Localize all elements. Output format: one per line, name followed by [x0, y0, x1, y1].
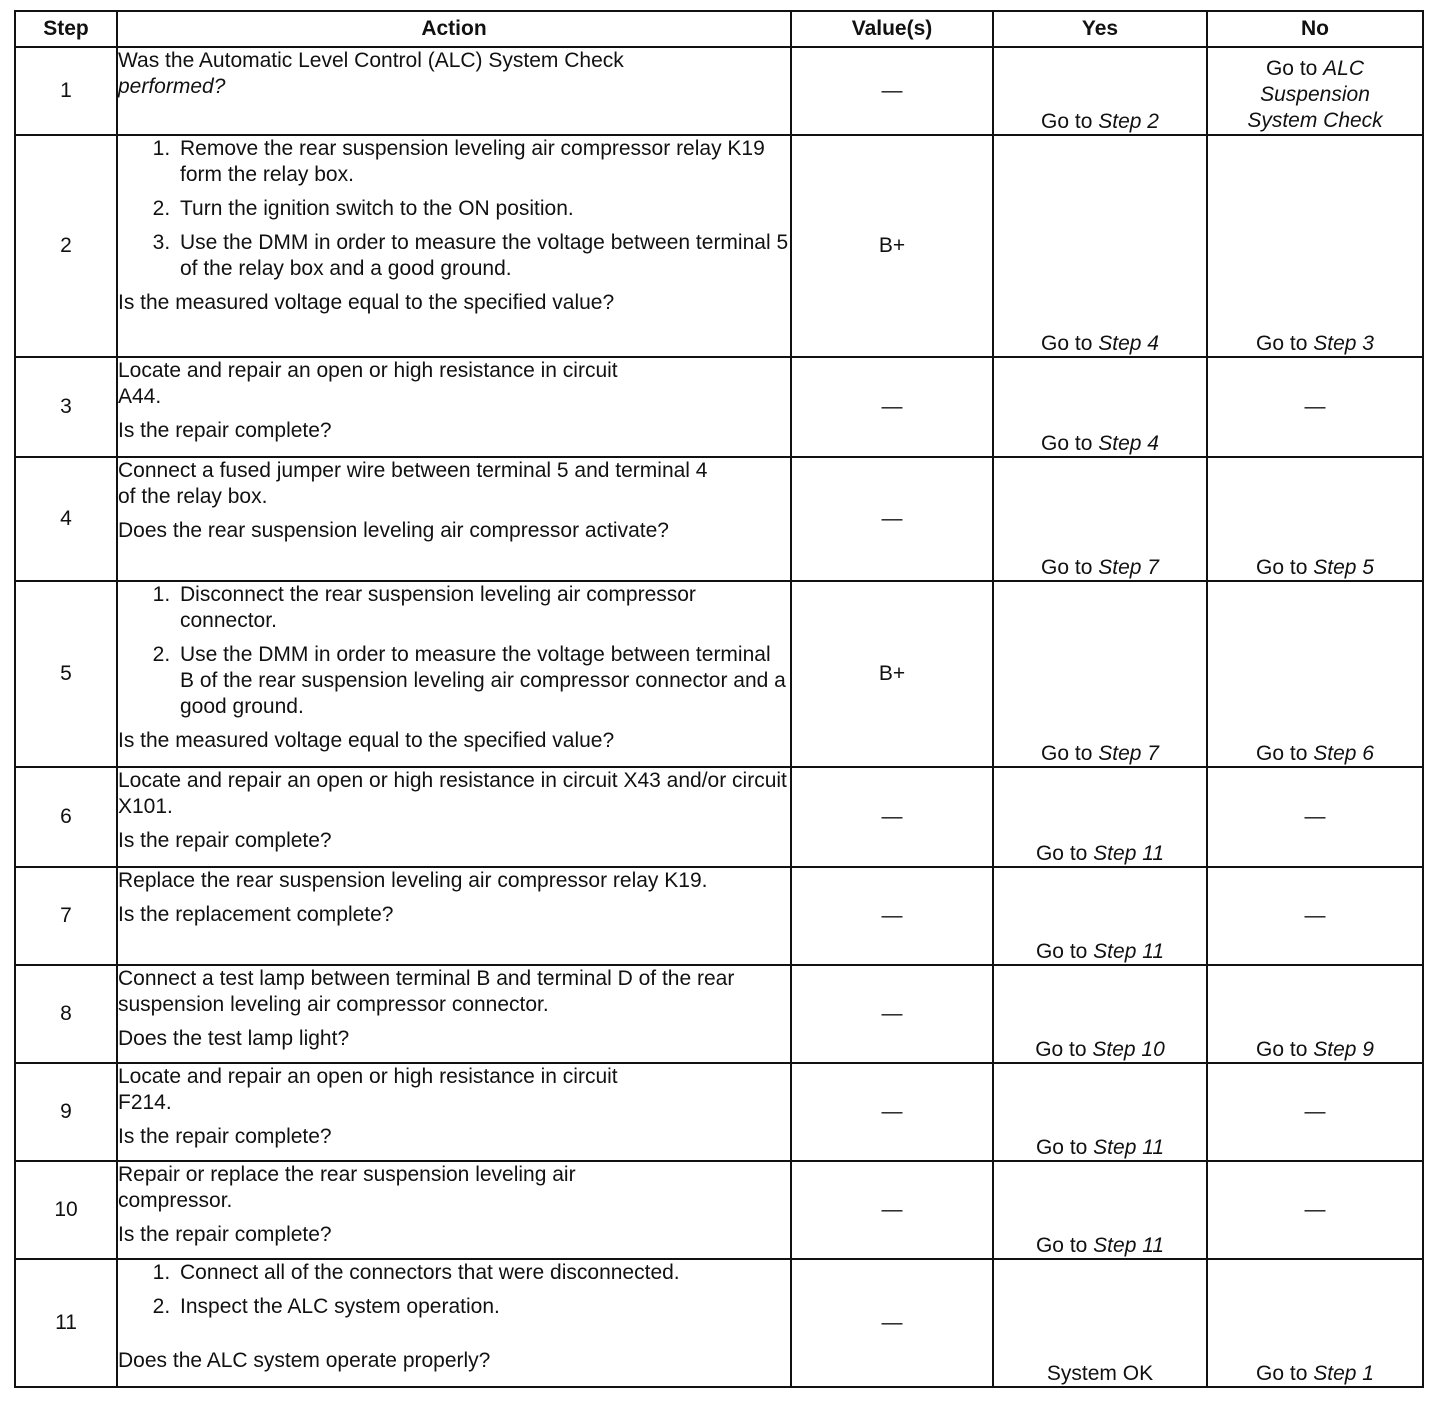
- no-cell: [1207, 457, 1423, 581]
- value-cell: B+: [791, 581, 993, 767]
- yes-link[interactable]: Step 7: [1098, 742, 1159, 765]
- no-prefix: Go to: [1256, 742, 1314, 765]
- list-item: 1. Connect all of the connectors that were disconnected.: [176, 1260, 790, 1286]
- table-row: [15, 965, 1423, 1063]
- value-cell: —: [791, 767, 993, 867]
- step-list: [118, 1260, 790, 1320]
- yes-prefix: Go to: [1041, 742, 1099, 765]
- no-cell: [1207, 135, 1423, 357]
- no-cell: [1207, 1259, 1423, 1387]
- value-cell: —: [791, 457, 993, 581]
- yes-link[interactable]: Step 10: [1092, 1038, 1165, 1061]
- action-text: Connect a test lamp between terminal B and terminal D of the rear suspension leveling air compressor connector.: [118, 967, 735, 1016]
- value-cell: —: [791, 965, 993, 1063]
- yes-link[interactable]: Step 11: [1093, 1136, 1165, 1159]
- table-row: [15, 1259, 1423, 1387]
- value-cell: —: [791, 1063, 993, 1161]
- yes-cell: [993, 47, 1207, 135]
- no-cell: [1207, 965, 1423, 1063]
- yes-cell: [993, 1063, 1207, 1161]
- table-row: [15, 135, 1423, 357]
- no-link[interactable]: Step 9: [1313, 1038, 1374, 1061]
- step-number: 3: [15, 357, 117, 457]
- value-cell: —: [791, 1161, 993, 1259]
- step-number: 10: [15, 1161, 117, 1259]
- list-item: 3. Use the DMM in order to measure the voltage between terminal 5 of the relay box and a good ground.: [176, 230, 790, 282]
- list-item: 2. Inspect the ALC system operation.: [176, 1294, 790, 1320]
- value-cell: —: [791, 1259, 993, 1387]
- step-list: [118, 582, 790, 720]
- question: Is the repair complete?: [118, 419, 332, 442]
- no-link[interactable]: Step 5: [1313, 556, 1374, 579]
- no-link[interactable]: Step 3: [1313, 332, 1374, 355]
- step-number: 1: [15, 47, 117, 135]
- header-value: Value(s): [791, 11, 993, 47]
- action-cell: [117, 1063, 791, 1161]
- header-action: Action: [117, 11, 791, 47]
- yes-link[interactable]: Step 2: [1098, 110, 1159, 133]
- no-cell: —: [1207, 867, 1423, 965]
- no-cell: —: [1207, 1063, 1423, 1161]
- yes-cell: [993, 965, 1207, 1063]
- yes-prefix: Go to: [1035, 940, 1094, 963]
- list-item: 2. Use the DMM in order to measure the voltage between terminal B of the rear suspension leveling air compressor connector and a good ground.: [176, 642, 790, 720]
- no-prefix: Go to: [1256, 332, 1314, 355]
- list-item: 1. Remove the rear suspension leveling air compressor relay K19 form the relay box.: [176, 136, 790, 188]
- action-text: Repair or replace the rear suspension leveling air compressor.: [118, 1163, 576, 1212]
- no-link[interactable]: Step 1: [1313, 1362, 1374, 1385]
- header-no: No: [1207, 11, 1423, 47]
- value-cell: B+: [791, 135, 993, 357]
- yes-prefix: Go to: [1041, 110, 1099, 133]
- action-text: Locate and repair an open or high resistance in circuit X43 and/or circuit X101.: [118, 769, 787, 818]
- action-text: Replace the rear suspension leveling air compressor relay K19.: [118, 869, 708, 892]
- yes-link[interactable]: Step 7: [1098, 556, 1159, 579]
- yes-cell: [993, 457, 1207, 581]
- action-cell: [117, 457, 791, 581]
- action-cell: [117, 1259, 791, 1387]
- no-link[interactable]: Step 6: [1313, 742, 1374, 765]
- yes-cell: [993, 135, 1207, 357]
- yes-prefix: Go to: [1035, 842, 1094, 865]
- action-cell: [117, 47, 791, 135]
- no-line-text: Go to ALC: [1265, 57, 1365, 80]
- no-line[interactable]: [1208, 56, 1422, 82]
- no-line[interactable]: System Check: [1247, 109, 1383, 132]
- question: Is the replacement complete?: [118, 903, 394, 926]
- no-prefix: Go to: [1256, 556, 1314, 579]
- table-row: [15, 1161, 1423, 1259]
- header-yes: Yes: [993, 11, 1207, 47]
- header-row: [15, 11, 1423, 47]
- action-cell: [117, 965, 791, 1063]
- yes-cell: [993, 581, 1207, 767]
- yes-link[interactable]: Step 4: [1098, 332, 1159, 355]
- action-cell: [117, 581, 791, 767]
- action-text: Connect a fused jumper wire between terminal 5 and terminal 4 of the relay box.: [118, 459, 708, 508]
- table-row: [15, 581, 1423, 767]
- no-cell: [1207, 581, 1423, 767]
- table-row: [15, 357, 1423, 457]
- yes-prefix: Go to: [1035, 1234, 1094, 1257]
- no-cell: —: [1207, 1161, 1423, 1259]
- yes-prefix: Go to: [1041, 556, 1099, 579]
- value-cell: —: [791, 357, 993, 457]
- no-cell: [1207, 47, 1423, 135]
- step-number: 9: [15, 1063, 117, 1161]
- no-prefix: Go to: [1256, 1362, 1314, 1385]
- table-row: [15, 767, 1423, 867]
- step-number: 4: [15, 457, 117, 581]
- action-cell: [117, 1161, 791, 1259]
- yes-cell[interactable]: System OK: [993, 1259, 1207, 1387]
- action-cell: [117, 867, 791, 965]
- action-cell: [117, 135, 791, 357]
- diagnostic-table: [14, 10, 1424, 1388]
- no-cell: —: [1207, 767, 1423, 867]
- question: Is the measured voltage equal to the specified value?: [118, 291, 615, 314]
- yes-cell: [993, 1161, 1207, 1259]
- yes-prefix: Go to: [1041, 332, 1099, 355]
- action-text: Locate and repair an open or high resistance in circuit F214.: [118, 1065, 618, 1114]
- list-item: 2. Turn the ignition switch to the ON position.: [176, 196, 790, 222]
- list-item: 1. Disconnect the rear suspension leveling air compressor connector.: [176, 582, 790, 634]
- table-row: [15, 47, 1423, 135]
- step-number: 7: [15, 867, 117, 965]
- no-prefix: Go to: [1256, 1038, 1314, 1061]
- step-number: 6: [15, 767, 117, 867]
- question: Does the rear suspension leveling air compressor activate?: [118, 519, 669, 542]
- step-number: 11: [15, 1259, 117, 1387]
- question: Is the repair complete?: [118, 1125, 332, 1148]
- question: Is the repair complete?: [118, 829, 332, 852]
- value-cell: —: [791, 867, 993, 965]
- yes-prefix: Go to: [1041, 432, 1099, 455]
- yes-cell: [993, 767, 1207, 867]
- no-line[interactable]: Suspension: [1260, 83, 1370, 106]
- action-cell: [117, 357, 791, 457]
- action-text: Was the Automatic Level Control (ALC) System Check: [118, 49, 624, 72]
- header-step: Step: [15, 11, 117, 47]
- yes-link[interactable]: Step 11: [1093, 1234, 1165, 1257]
- action-text: Locate and repair an open or high resistance in circuit A44.: [118, 359, 618, 408]
- step-number: 5: [15, 581, 117, 767]
- yes-prefix: Go to: [1035, 1136, 1094, 1159]
- question: Is the repair complete?: [118, 1223, 332, 1246]
- table-row: [15, 457, 1423, 581]
- yes-link[interactable]: Step 11: [1093, 842, 1165, 865]
- table-row: [15, 1063, 1423, 1161]
- step-number: 8: [15, 965, 117, 1063]
- yes-link[interactable]: Step 4: [1098, 432, 1159, 455]
- yes-cell: [993, 867, 1207, 965]
- step-number: 2: [15, 135, 117, 357]
- question: Does the test lamp light?: [118, 1027, 350, 1050]
- value-cell: —: [791, 47, 993, 135]
- step-list: [118, 136, 790, 282]
- question: Does the ALC system operate properly?: [118, 1349, 491, 1372]
- table-row: [15, 867, 1423, 965]
- action-text-italic: performed?: [118, 75, 226, 98]
- yes-prefix: Go to: [1035, 1038, 1093, 1061]
- yes-link[interactable]: Step 11: [1093, 940, 1165, 963]
- no-cell: —: [1207, 357, 1423, 457]
- yes-cell: [993, 357, 1207, 457]
- action-cell: [117, 767, 791, 867]
- question: Is the measured voltage equal to the specified value?: [118, 729, 615, 752]
